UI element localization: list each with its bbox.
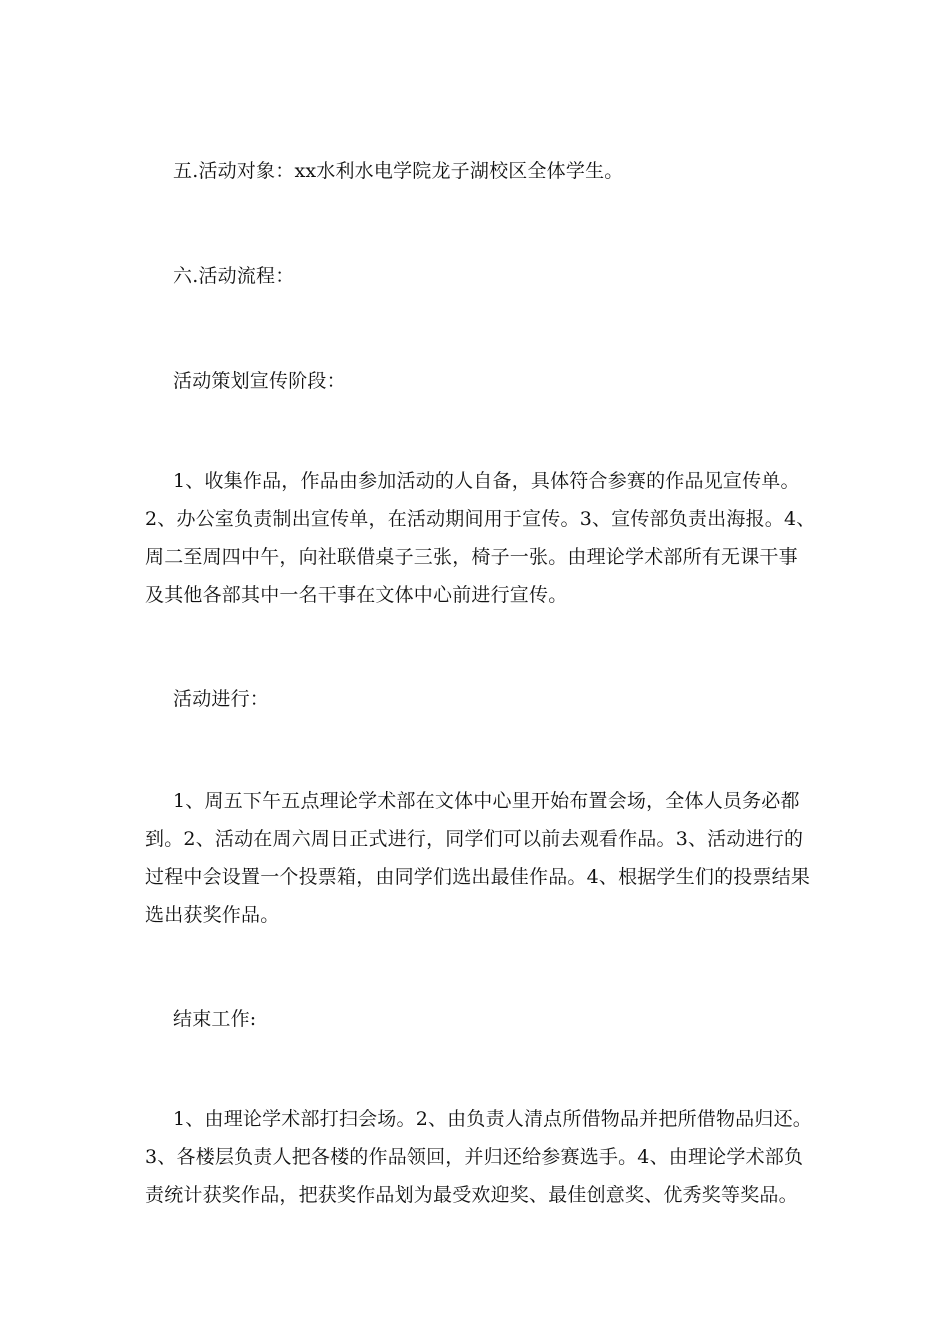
stage-1-title: 活动策划宣传阶段： [173,370,346,392]
section-5-activity-target: 五.活动对象：xx水利水电学院龙子湖校区全体学生。 [173,160,624,182]
stage-1-line: 1、收集作品，作品由参加活动的人自备，具体符合参赛的作品见宣传单。 [173,470,800,492]
stage-3-line: 责统计获奖作品，把获奖作品划为最受欢迎奖、最佳创意奖、优秀奖等奖品。 [145,1184,798,1206]
stage-1-line: 周二至周四中午，向社联借桌子三张，椅子一张。由理论学术部所有无课干事 [145,546,798,568]
stage-2-line: 选出获奖作品。 [145,904,280,926]
stage-2-line: 到。2、活动在周六周日正式进行，同学们可以前去观看作品。3、活动进行的 [145,828,804,850]
section-6-activity-process: 六.活动流程： [173,265,295,287]
stage-2-line: 1、周五下午五点理论学术部在文体中心里开始布置会场，全体人员务必都 [173,790,800,812]
stage-3-title: 结束工作: [173,1008,257,1030]
stage-2-line: 过程中会设置一个投票箱，由同学们选出最佳作品。4、根据学生们的投票结果 [145,866,811,888]
stage-3-line: 1、由理论学术部打扫会场。2、由负责人清点所借物品并把所借物品归还。 [173,1108,812,1130]
stage-3-line: 3、各楼层负责人把各楼的作品领回，并归还给参赛选手。4、由理论学术部负 [145,1146,804,1168]
stage-1-line: 2、办公室负责制出宣传单，在活动期间用于宣传。3、宣传部负责出海报。4、 [145,508,816,530]
stage-1-line: 及其他各部其中一名干事在文体中心前进行宣传。 [145,584,568,606]
stage-2-title: 活动进行： [173,688,270,710]
